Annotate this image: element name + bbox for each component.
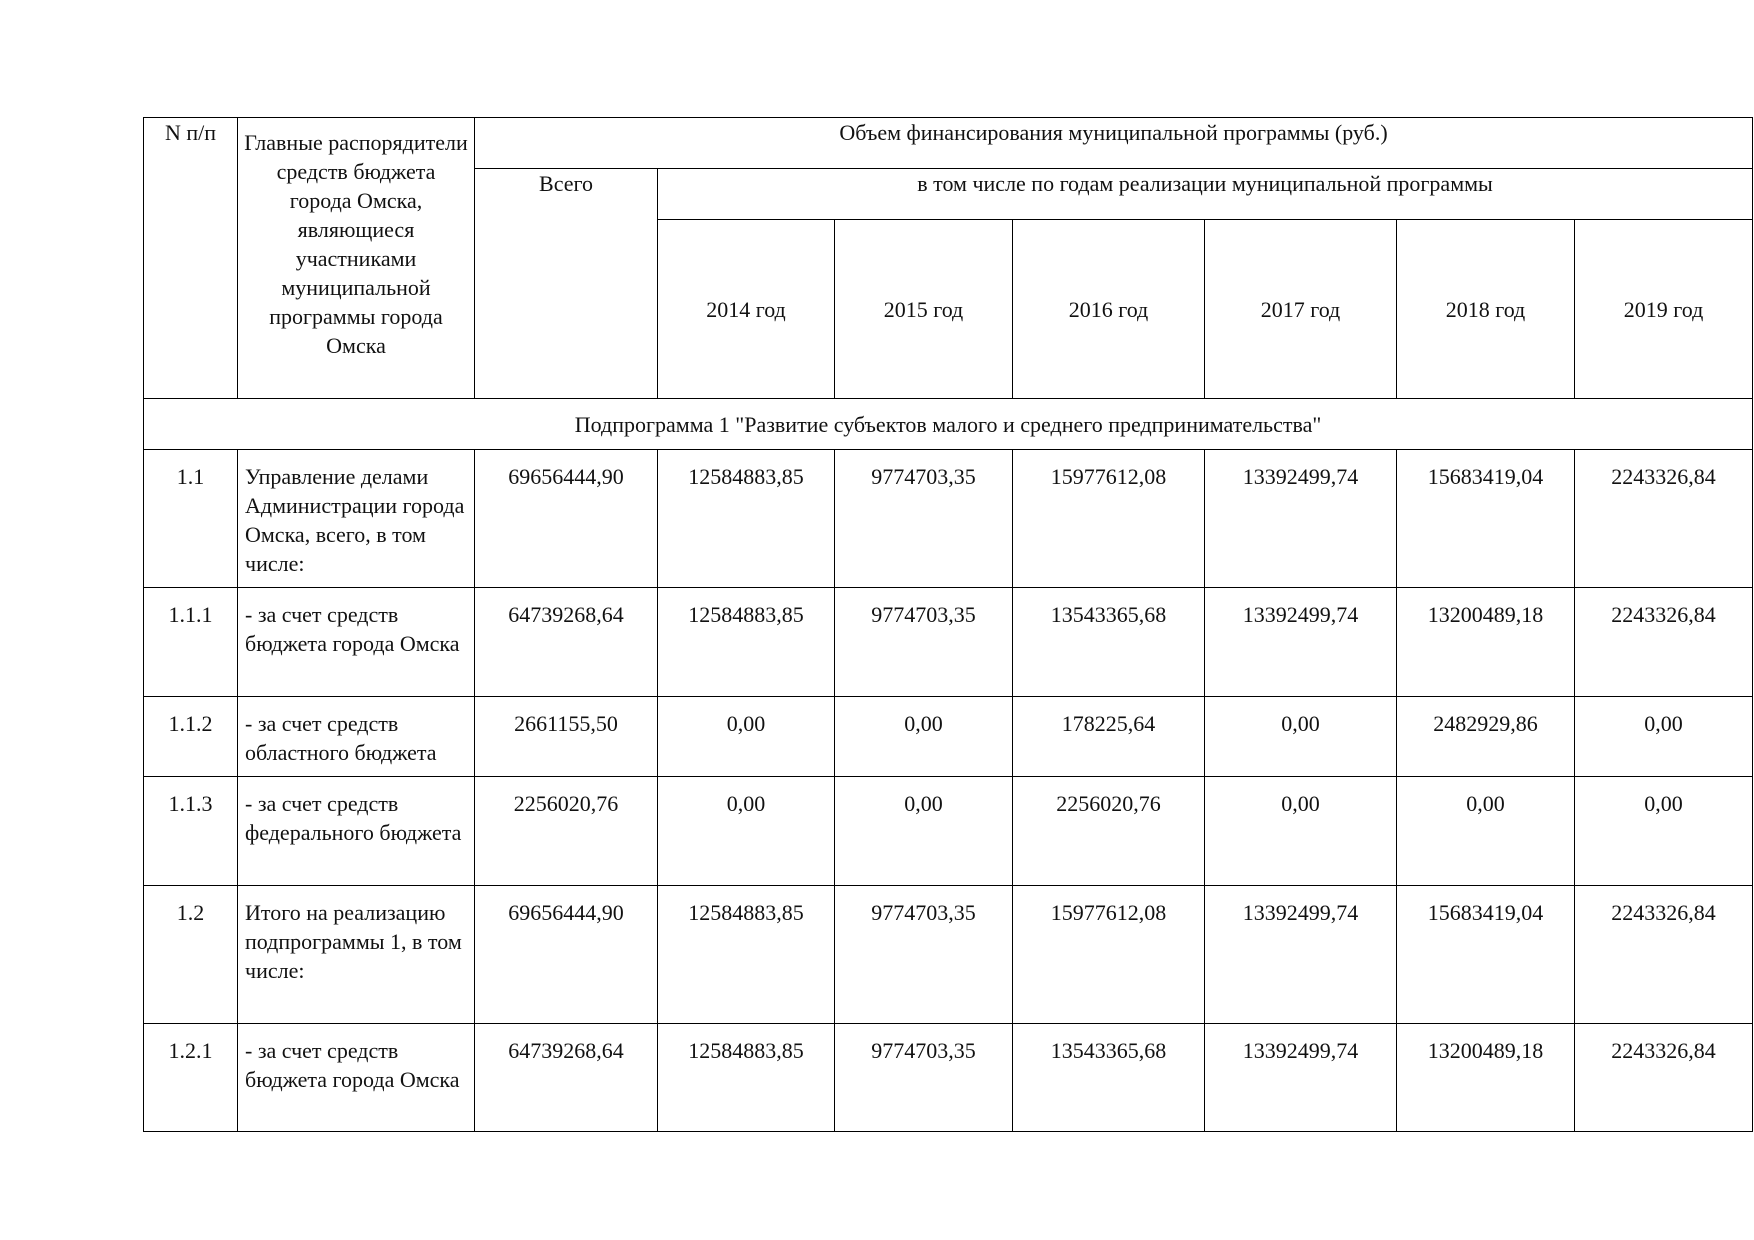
row-2018: 13200489,18 xyxy=(1397,588,1575,697)
row-total: 64739268,64 xyxy=(475,1024,658,1132)
row-num: 1.1.2 xyxy=(144,697,238,777)
row-2015: 0,00 xyxy=(835,777,1013,886)
row-2018: 0,00 xyxy=(1397,777,1575,886)
row-2014: 12584883,85 xyxy=(658,886,835,1024)
row-2019: 2243326,84 xyxy=(1575,886,1753,1024)
row-2019: 2243326,84 xyxy=(1575,588,1753,697)
row-2014: 12584883,85 xyxy=(658,450,835,588)
row-total: 2256020,76 xyxy=(475,777,658,886)
table-row xyxy=(144,777,1753,886)
row-name: Итого на реализацию подпрограммы 1, в том числе: xyxy=(238,886,475,1024)
row-2018: 13200489,18 xyxy=(1397,1024,1575,1132)
table-row xyxy=(144,886,1753,1024)
header-by-years: в том числе по годам реализации муниципальной программы xyxy=(658,169,1753,220)
year-2019: 2019 год xyxy=(1575,220,1753,399)
row-2016: 13543365,68 xyxy=(1013,588,1205,697)
year-2016: 2016 год xyxy=(1013,220,1205,399)
row-total: 69656444,90 xyxy=(475,450,658,588)
header-volume: Объем финансирования муниципальной программы (руб.) xyxy=(475,118,1753,169)
row-2016: 15977612,08 xyxy=(1013,886,1205,1024)
row-name: - за счет средств федерального бюджета xyxy=(238,777,475,886)
row-2016: 178225,64 xyxy=(1013,697,1205,777)
header-num: N п/п xyxy=(144,118,238,399)
row-2019: 0,00 xyxy=(1575,777,1753,886)
row-name: Управление делами Администрации города Омска, всего, в том числе: xyxy=(238,450,475,588)
row-2014: 0,00 xyxy=(658,697,835,777)
header-name: Главные распорядители средств бюджета города Омска, являющиеся участниками муниципальной программы города Омска xyxy=(238,118,475,399)
row-2017: 13392499,74 xyxy=(1205,450,1397,588)
row-num: 1.2.1 xyxy=(144,1024,238,1132)
table-row xyxy=(144,450,1753,588)
subprogram-title: Подпрограмма 1 "Развитие субъектов малого и среднего предпринимательства" xyxy=(144,399,1753,450)
row-num: 1.1 xyxy=(144,450,238,588)
row-2015: 9774703,35 xyxy=(835,450,1013,588)
row-2015: 0,00 xyxy=(835,697,1013,777)
row-total: 2661155,50 xyxy=(475,697,658,777)
table-row xyxy=(144,588,1753,697)
row-2019: 2243326,84 xyxy=(1575,450,1753,588)
row-2019: 2243326,84 xyxy=(1575,1024,1753,1132)
row-num: 1.1.1 xyxy=(144,588,238,697)
row-num: 1.2 xyxy=(144,886,238,1024)
table-row xyxy=(144,697,1753,777)
row-2017: 13392499,74 xyxy=(1205,886,1397,1024)
row-2017: 13392499,74 xyxy=(1205,588,1397,697)
row-2015: 9774703,35 xyxy=(835,1024,1013,1132)
financing-table xyxy=(143,117,1753,1132)
row-2016: 15977612,08 xyxy=(1013,450,1205,588)
year-2017: 2017 год xyxy=(1205,220,1397,399)
year-2015: 2015 год xyxy=(835,220,1013,399)
row-name: - за счет средств бюджета города Омска xyxy=(238,1024,475,1132)
year-2014: 2014 год xyxy=(658,220,835,399)
row-num: 1.1.3 xyxy=(144,777,238,886)
row-2016: 13543365,68 xyxy=(1013,1024,1205,1132)
header-total: Всего xyxy=(475,169,658,399)
header-row-1 xyxy=(144,118,1753,169)
row-2017: 0,00 xyxy=(1205,697,1397,777)
row-2018: 15683419,04 xyxy=(1397,450,1575,588)
row-2018: 15683419,04 xyxy=(1397,886,1575,1024)
row-2014: 0,00 xyxy=(658,777,835,886)
subprogram-row xyxy=(144,399,1753,450)
row-2015: 9774703,35 xyxy=(835,886,1013,1024)
row-2018: 2482929,86 xyxy=(1397,697,1575,777)
row-name: - за счет средств областного бюджета xyxy=(238,697,475,777)
table-row xyxy=(144,1024,1753,1132)
row-2014: 12584883,85 xyxy=(658,588,835,697)
row-2016: 2256020,76 xyxy=(1013,777,1205,886)
row-total: 69656444,90 xyxy=(475,886,658,1024)
row-2017: 13392499,74 xyxy=(1205,1024,1397,1132)
row-2017: 0,00 xyxy=(1205,777,1397,886)
row-name: - за счет средств бюджета города Омска xyxy=(238,588,475,697)
row-2019: 0,00 xyxy=(1575,697,1753,777)
row-total: 64739268,64 xyxy=(475,588,658,697)
row-2014: 12584883,85 xyxy=(658,1024,835,1132)
year-2018: 2018 год xyxy=(1397,220,1575,399)
row-2015: 9774703,35 xyxy=(835,588,1013,697)
